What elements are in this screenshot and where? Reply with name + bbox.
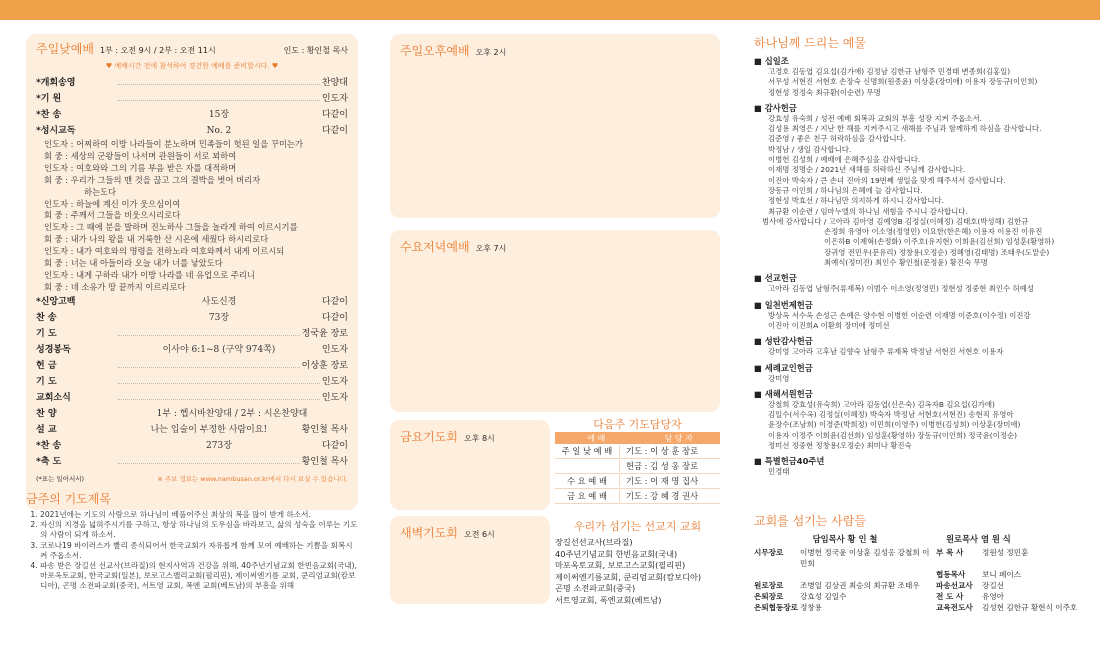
offering-line: 김준영 / 좋은 친구 허락하심을 감사합니다. xyxy=(768,134,906,144)
server-names: 이병헌 정국윤 이상훈 김성옹 강철희 이민희 xyxy=(800,548,930,568)
offering-group xyxy=(754,388,1084,451)
offering-category: ■ 선교헌금 xyxy=(754,272,1084,284)
duty-row xyxy=(555,459,720,474)
duty-service: 수 요 예 배 xyxy=(567,476,607,486)
service-item-detail: 사도신경 xyxy=(201,296,237,307)
mission-church: 곤명 소전파교회(중국) xyxy=(555,583,636,594)
offering-category: ■ 감사헌금 xyxy=(754,102,1084,114)
server-row xyxy=(754,602,1084,613)
server-cell xyxy=(754,602,936,613)
service-row xyxy=(36,438,348,454)
service-row xyxy=(36,358,348,374)
prayer-topic: 4. 파송 받은 장길선 선교사(브라질)의 현지사역과 건강을 위해, 40주년기념교회 한빈음교회(국내), 마포옥토교회, 한국교회(일본), 보로고스밸리교회(필리핀), 제이써엔기름 교회, 쿤리엄교회(캄보디아), 곤명 소전파교회(중국), 서트영 교회, 폭엔 교회(베트남)의 부흥을 위해 xyxy=(40,561,358,592)
service-item-label: 찬 양 xyxy=(36,408,57,419)
service-row xyxy=(36,454,348,470)
offering-names xyxy=(754,400,1084,451)
mission-church: 마포옥토교회, 보로고스교회(필리핀) xyxy=(555,560,686,571)
server-cell xyxy=(754,547,936,569)
service-item-label: *축 도 xyxy=(36,456,62,467)
offering-group xyxy=(754,455,1084,477)
service-row xyxy=(36,123,348,139)
mission-list xyxy=(555,537,720,607)
church-servers xyxy=(754,512,1084,613)
server-cell xyxy=(754,591,936,602)
servers-header xyxy=(754,533,1084,545)
sunday-morning-header xyxy=(36,40,348,57)
server-role: 은퇴장로 xyxy=(754,592,784,601)
duty-rows xyxy=(555,444,720,504)
offerings-title: 하나님께 드리는 예물 xyxy=(754,36,866,50)
server-role: 은퇴협동장로 xyxy=(754,603,799,612)
offering-line: 이병헌 김성희 / 예배에 은혜주심을 감사합니다. xyxy=(768,155,921,165)
server-role: 원로장로 xyxy=(754,581,784,590)
order-of-service-part2 xyxy=(36,294,348,470)
friday-time: 오후 8시 xyxy=(463,434,495,443)
sunday-morning-times: 1부 : 오전 9시 / 2부 : 오전 11시 xyxy=(99,46,216,55)
friday-title: 금요기도회 xyxy=(400,430,458,444)
responsive-line: 회 중 : 세상의 군왕들이 나서며 관원들이 서로 꾀하여 xyxy=(44,150,237,161)
duty-header-service: 예 배 xyxy=(587,433,606,443)
service-item-label: *찬 송 xyxy=(36,110,62,120)
offerings-list xyxy=(754,55,1084,478)
server-cell xyxy=(936,580,1084,591)
offering-line: 강미영 고아라 고후남 김향숙 남형주 류재복 박정남 서현진 서현호 이용자 xyxy=(768,347,1004,357)
service-row xyxy=(36,422,348,438)
responsive-line: 회 중 : 주께서 그들을 비웃으시리로다 xyxy=(44,210,181,221)
offering-names xyxy=(754,467,1084,477)
service-item-leader: 황인철 목사 xyxy=(301,424,348,435)
service-item-detail: 이사야 6:1~8 (구약 974쪽) xyxy=(162,344,276,355)
duty-row xyxy=(555,489,720,504)
duty-person: 기도 : 강 혜 경 권사 xyxy=(619,490,720,502)
friday-panel xyxy=(390,420,550,510)
service-row xyxy=(36,310,348,326)
dotted-leader xyxy=(118,367,300,368)
service-item-detail: 나는 입술이 부정한 사람이요! xyxy=(150,424,268,435)
dotted-leader xyxy=(118,335,300,336)
server-cell xyxy=(754,580,936,591)
offering-line: 이진아 박숙자 / 큰 손녀 진아의 19번째 생일을 맞게 해주셔서 감사합니다. xyxy=(768,175,1006,185)
server-role: 협동목사 xyxy=(936,570,966,579)
responsive-line: 인도자 : 내게 구하라 내가 이방 나라를 네 유업으로 주리니 xyxy=(44,269,255,280)
dawn-time: 오전 6시 xyxy=(463,530,495,539)
offering-line: 박정남 / 생일 감사합니다. xyxy=(768,144,852,154)
standing-note: (*표는 일어서서) xyxy=(36,474,85,483)
server-cell xyxy=(754,569,936,580)
server-role: 교육전도사 xyxy=(936,603,973,612)
offering-line: 정미선 정중현 정창용(오정순) 최미나 황진숙 xyxy=(768,441,912,451)
service-item-label: *신앙고백 xyxy=(36,296,76,307)
service-item-detail: 73장 xyxy=(208,312,230,323)
responsive-line: 회 중 : 내가 나의 왕을 내 거룩한 산 시온에 세웠다 하시리로다 xyxy=(44,234,269,245)
right-column xyxy=(754,34,1084,612)
offering-names xyxy=(754,311,1084,332)
dotted-leader xyxy=(118,399,320,400)
offering-group xyxy=(754,362,1084,384)
duty-person: 기도 : 이 상 훈 장로 xyxy=(619,445,720,457)
service-item-leader: 인도자 xyxy=(321,392,348,403)
duty-service: 주 일 낮 예 배 xyxy=(561,446,613,456)
offering-names xyxy=(754,347,1084,357)
website-note: ※ 주보 정보는 www.nambusan.or.kr에서 다시 보실 수 있습니다. xyxy=(157,474,348,483)
service-item-label: 성경봉독 xyxy=(36,344,71,355)
service-row xyxy=(36,294,348,310)
mission-church: 장길선선교사(브라질) xyxy=(555,537,633,547)
sunday-morning-panel xyxy=(26,34,358,510)
server-names: 보니 페이스 xyxy=(982,570,1022,579)
service-item-leader: 황인철 목사 xyxy=(301,456,348,467)
server-names: 강효성 김일수 xyxy=(800,592,847,601)
dotted-leader xyxy=(118,84,320,85)
offering-line: 방상옥 서수옥 손성근 손예은 양수현 이병헌 이순련 이재명 이준호(이수정) 이진강 xyxy=(768,310,1031,320)
service-item-detail: 15장 xyxy=(208,110,230,120)
offering-category: ■ 일천번제헌금 xyxy=(754,299,1084,311)
responsive-reading xyxy=(36,139,348,294)
service-footnote xyxy=(36,474,348,483)
service-item-leader: 다같이 xyxy=(321,110,348,120)
dotted-leader xyxy=(118,100,320,101)
offering-category: ■ 세례교인헌금 xyxy=(754,362,1084,374)
service-item-leader: 인도자 xyxy=(321,94,348,104)
offering-line: 고아라 김동엽 남형주(류재복) 이범수 이소영(정영민) 정현성 정중현 최인수 허예성 xyxy=(768,284,1034,294)
service-row xyxy=(36,406,348,422)
server-cell xyxy=(936,547,1084,569)
offering-line: 민경태 xyxy=(768,467,790,477)
sunday-afternoon-time: 오후 2시 xyxy=(475,48,507,57)
service-row xyxy=(36,374,348,390)
server-role: 부 목 사 xyxy=(936,548,964,557)
dawn-panel xyxy=(390,516,550,604)
mission-church: 서트영교회, 폭엔교회(베트남) xyxy=(555,594,662,605)
server-cell xyxy=(936,591,1084,602)
next-week-title: 다음주 기도담당자 xyxy=(593,418,682,431)
offering-line: 강철희 강효성(유숙희) 고아라 김동엽(신은숙) 김옥자B 김요섭(김가애) xyxy=(768,399,995,409)
responsive-line: 하는도다 xyxy=(84,186,117,197)
offering-line: 윤장수(조남희) 이경준(박희정) 이민희(이영주) 이병헌(김성희) 이상훈(장미애) xyxy=(768,420,1021,430)
offering-line: 이용자 이정주 이희윤(김선희) 임성훈(황영하) 장동규(이인희) 정국윤(이정순) xyxy=(768,430,1017,440)
offering-line: 장동규 이인희 / 하나님의 은혜에 늘 감사합니다. xyxy=(768,185,923,195)
server-cell xyxy=(936,602,1084,613)
service-row xyxy=(36,75,348,91)
service-item-label: *개회송영 xyxy=(36,78,76,88)
service-item-label: 찬 송 xyxy=(36,312,57,323)
offering-line: 강미영 xyxy=(768,373,790,383)
server-names: 조병일 김상권 최승의 최규환 조태우 xyxy=(800,581,920,590)
duty-person: 헌금 : 김 성 옹 장로 xyxy=(619,460,720,472)
server-row xyxy=(754,547,1084,569)
mission-title: 우리가 섬기는 선교지 교회 xyxy=(573,520,702,533)
mission-church: 제이써엔기름교회, 쿤리엄교회(캄보디아) xyxy=(555,571,702,582)
duty-service: 금 요 예 배 xyxy=(567,491,607,501)
server-names: 유영아 xyxy=(982,592,1005,601)
offering-group xyxy=(754,299,1084,332)
service-row xyxy=(36,326,348,342)
offering-names xyxy=(754,114,1084,268)
responsive-line: 회 중 : 네 소유가 땅 끝까지 이르리로다 xyxy=(44,281,186,292)
mission-church: 40주년기념교회 한빈음교회(국내) xyxy=(555,548,678,559)
offering-group xyxy=(754,335,1084,357)
server-names: 장길선 xyxy=(982,581,1005,590)
offering-category: ■ 새해서원헌금 xyxy=(754,388,1084,400)
offering-line: 김성용 최영은 / 지난 한 해를 지켜주시고 새해를 주님과 함께하게 하심을 감사합니다. xyxy=(768,124,1042,134)
senior-pastor: 담임목사 황 인 철 xyxy=(812,534,878,544)
service-item-leader: 인도자 xyxy=(321,344,348,355)
service-item-leader: 다같이 xyxy=(321,126,348,136)
duty-header xyxy=(555,432,720,444)
offering-line: 이은하B 이제혁(손정화) 이주호(유지현) 이희윤(김선희) 임성훈(황영하) xyxy=(824,237,1055,247)
offering-group xyxy=(754,102,1084,268)
service-item-label: *성시교독 xyxy=(36,126,76,136)
top-accent-bar xyxy=(0,0,1100,20)
offering-names xyxy=(754,374,1084,384)
wednesday-time: 오후 7시 xyxy=(475,244,507,253)
duty-header-person: 담 당 자 xyxy=(664,433,693,443)
sunday-morning-note: ♥ 예배시간 전에 참석하여 경건한 예배를 준비합시다. ♥ xyxy=(105,62,279,70)
offering-category: ■ 십일조 xyxy=(754,55,1084,67)
dawn-title: 새벽기도회 xyxy=(400,526,458,540)
offering-line: 이진아 이진희A 이환희 장미애 정미선 xyxy=(768,320,890,330)
offering-line: 장귀영 전민우(문유리) 정창용(오정순) 정혜영(김태명) 조태우(도맡순) xyxy=(824,247,1050,257)
offering-line: 정현성 박효선 / 하나님만 의지하게 하시니 감사합니다. xyxy=(768,196,945,206)
service-item-leader: 찬양대 xyxy=(321,78,348,88)
service-item-label: *찬 송 xyxy=(36,440,62,451)
prayer-topics-title: 금주의 기도제목 xyxy=(26,492,111,506)
responsive-line: 인도자 : 여호와와 그의 기름 부음 받은 자를 대적하며 xyxy=(44,162,237,173)
responsive-line: 회 중 : 너는 내 아들이라 오늘 내가 너를 낳았도다 xyxy=(44,258,223,269)
wednesday-panel xyxy=(390,230,720,412)
service-item-leader: 다같이 xyxy=(321,312,348,323)
duty-person: 기도 : 이 재 명 집사 xyxy=(619,475,720,487)
server-row xyxy=(754,569,1084,580)
server-cell xyxy=(936,569,1084,580)
service-item-label: 기 도 xyxy=(36,376,57,387)
sunday-morning-leader: 인도 : 황인철 목사 xyxy=(283,46,348,55)
prayer-topics-list xyxy=(26,510,358,592)
service-row xyxy=(36,390,348,406)
service-item-leader: 인도자 xyxy=(321,376,348,387)
dotted-leader xyxy=(118,383,320,384)
server-row xyxy=(754,580,1084,591)
service-item-label: 기 도 xyxy=(36,328,57,339)
offering-line: 이재명 정명순 / 2021년 새해를 허락하신 주님께 감사합니다. xyxy=(768,165,966,175)
offering-line: 김일수(서수옥) 김정실(이혜정) 박숙자 박정남 서현호(서현진) 송현직 유영아 xyxy=(768,410,1014,420)
prayer-topic: 3. 코로나19 바이러스가 빨리 종식되어서 한국교회가 자유롭게 함께 모여 예배하는 기쁨을 회복시켜 주옵소서. xyxy=(40,541,358,561)
service-row xyxy=(36,342,348,358)
service-row xyxy=(36,91,348,107)
service-row xyxy=(36,107,348,123)
server-role xyxy=(754,569,800,580)
prayer-topics xyxy=(26,490,358,592)
offering-line: 고경호 김동엽 김요섭(김가애) 김정남 김한규 남형주 민경태 변종희(김홍일) xyxy=(768,67,1011,76)
dotted-leader xyxy=(118,463,300,464)
server-names: 정원성 정민훈 xyxy=(982,548,1029,557)
server-role: 시무장로 xyxy=(754,548,784,557)
server-role: 전 도 사 xyxy=(936,592,964,601)
service-item-detail: 273장 xyxy=(206,440,232,451)
emeritus-pastor: 원로목사 염 원 식 xyxy=(946,534,1011,544)
offering-category: ■ 성탄감사헌금 xyxy=(754,335,1084,347)
service-item-leader: 정국윤 장로 xyxy=(301,328,348,339)
prayer-topic: 1. 2021년에는 기도의 사람으로 하나님이 베풀어주신 최상의 복을 많이 받게 하소서. xyxy=(40,510,358,520)
offering-line: 범사에 감사합니다 / 고아라 김아영 김예영B 김정실(이혜정) 김태호(박성해) 김한규 xyxy=(762,216,1029,226)
service-item-label: *기 원 xyxy=(36,94,62,104)
sunday-afternoon-title: 주일오후예배 xyxy=(400,44,470,58)
responsive-line: 회 중 : 우리가 그들의 맨 것을 끊고 그의 결박을 벗어 버리자 xyxy=(44,174,261,185)
wednesday-title: 수요저녁예배 xyxy=(400,240,470,254)
service-item-leader: 다같이 xyxy=(321,296,348,307)
sunday-morning-title: 주일낮예배 xyxy=(36,42,94,56)
servers-title: 교회를 섬기는 사람들 xyxy=(754,514,866,528)
offering-line: 서무성 서현진 서현호 손장숙 신명희(원종윤) 이상훈(장미애) 이용자 장동규(이인희) xyxy=(768,77,1038,87)
order-of-service-part1 xyxy=(36,75,348,139)
sunday-afternoon-panel xyxy=(390,34,720,218)
next-week-duty xyxy=(555,416,720,504)
service-item-label: 교회소식 xyxy=(36,392,71,403)
responsive-line: 인도자 : 어찌하여 이방 나라들이 분노하며 민족들이 헛된 일을 꾸미는가 xyxy=(44,139,303,149)
prayer-topic: 2. 자신의 지경을 넓혀주시기를 구하고, 항상 하나님의 도우심을 바라보고, 삶의 성숙을 이루는 기도의 사람이 되게 하소서. xyxy=(40,520,358,540)
responsive-line: 인도자 : 내가 여호와의 명령을 전하노라 여호와께서 내게 이르시되 xyxy=(44,246,285,257)
service-item-detail: No. 2 xyxy=(206,126,232,136)
server-row xyxy=(754,591,1084,602)
responsive-line: 인도자 : 그 때에 분을 발하며 진노하사 그들을 놀라게 하여 이르시기를 xyxy=(44,222,298,233)
offering-group xyxy=(754,272,1084,294)
offering-category: ■ 특별헌금40주년 xyxy=(754,455,1084,467)
offering-line: 최규환 이순련 / 임마누엘의 하나님 새힘을 주시니 감사합니다. xyxy=(768,206,968,216)
responsive-line: 인도자 : 하늘에 계신 이가 웃으심이여 xyxy=(44,198,181,209)
service-item-label: 설 교 xyxy=(36,424,57,435)
service-item-label: 헌 금 xyxy=(36,360,57,371)
server-names: 김성현 김한규 황현식 이주호 xyxy=(982,603,1078,612)
service-item-leader: 다같이 xyxy=(321,440,348,451)
server-role: 파송선교사 xyxy=(936,581,973,590)
duty-row xyxy=(555,444,720,459)
mission-churches xyxy=(555,518,720,607)
service-item-leader: 이상훈 장로 xyxy=(301,360,348,371)
offering-line: 강효성 유숙희 / 성전 예배 회복과 교회의 부흥 성장 지켜 주옵소서. xyxy=(768,113,982,123)
offering-line: 정현성 정정숙 최규환(이순련) 무명 xyxy=(768,87,881,97)
offering-names xyxy=(754,284,1084,294)
service-item-detail: 1부 : 헵시바찬양대 / 2부 : 시온찬양대 xyxy=(156,408,308,419)
offering-line: 최예식(정미진) 최인수 황인철(문정윤) 황진숙 무명 xyxy=(824,258,988,268)
offering-line: 손정희 유영아 이소영(정영민) 이요한(한은혜) 이용자 이용진 이유진 xyxy=(824,227,1043,237)
duty-row xyxy=(555,474,720,489)
servers-rows xyxy=(754,547,1084,613)
offering-names xyxy=(754,67,1084,98)
offering-group xyxy=(754,55,1084,98)
server-names: 정창용 xyxy=(800,603,823,612)
